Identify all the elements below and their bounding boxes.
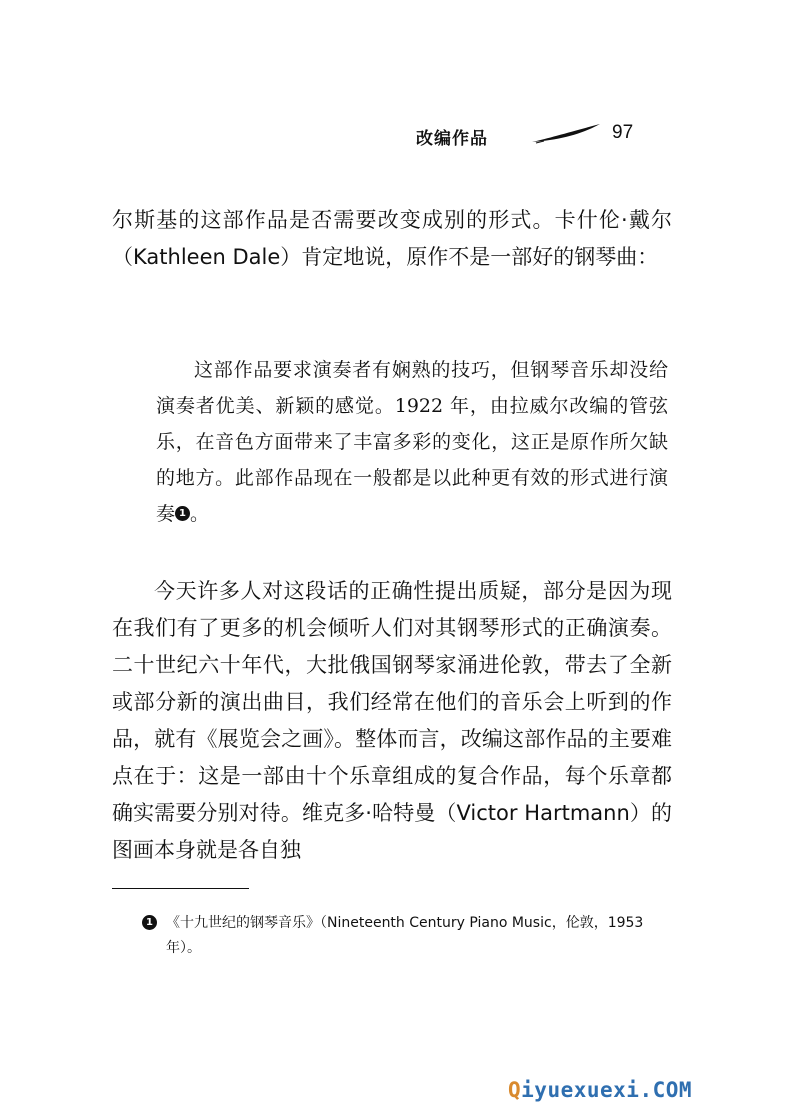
body-paragraph-continued: 尔斯基的这部作品是否需要改变成别的形式。卡什伦·戴尔（Kathleen Dale）肯定地说，原作不是一部好的钢琴曲： <box>112 208 672 269</box>
footnote-reference-marker[interactable]: 1 <box>175 506 190 521</box>
footnote-divider <box>112 888 249 889</box>
page-number: 97 <box>612 122 634 143</box>
quill-ornament-icon <box>530 122 602 144</box>
body-paragraph: 今天许多人对这段话的正确性提出质疑，部分是因为现在我们有了更多的机会倾听人们对其钢琴形式的正确演奏。二十世纪六十年代，大批俄国钢琴家涌进伦敦，带去了全新或部分新的演出曲目，我们经常在他们的音乐会上听到的作品，就有《展览会之画》。整体而言，改编这部作品的主要难点在于：这是一部由十个乐章组成的复合作品，每个乐章都确实需要分别对待。维克多·哈特曼（Victor Hartmann）的图画本身就是各自独 <box>112 579 672 862</box>
site-watermark <box>508 1078 692 1102</box>
block-quote <box>156 352 668 532</box>
watermark-initial: Q <box>508 1078 522 1102</box>
block-quote-end-punct: 。 <box>190 503 210 525</box>
footnote-marker: 1 <box>142 915 157 930</box>
running-header <box>416 118 676 150</box>
footnote-text: 《十九世纪的钢琴音乐》（Nineteenth Century Piano Music，伦敦，1953 年）。 <box>166 915 644 956</box>
block-quote-text: 这部作品要求演奏者有娴熟的技巧，但钢琴音乐却没给演奏者优美、新颖的感觉。1922 年，由拉威尔改编的管弦乐，在音色方面带来了丰富多彩的变化，这正是原作所欠缺的地方。此部作品现在一般都是以此种更有效的形式进行演奏 <box>156 359 668 525</box>
chapter-title: 改编作品 <box>416 129 488 149</box>
watermark-text: iyuexuexi.COM <box>521 1078 693 1102</box>
